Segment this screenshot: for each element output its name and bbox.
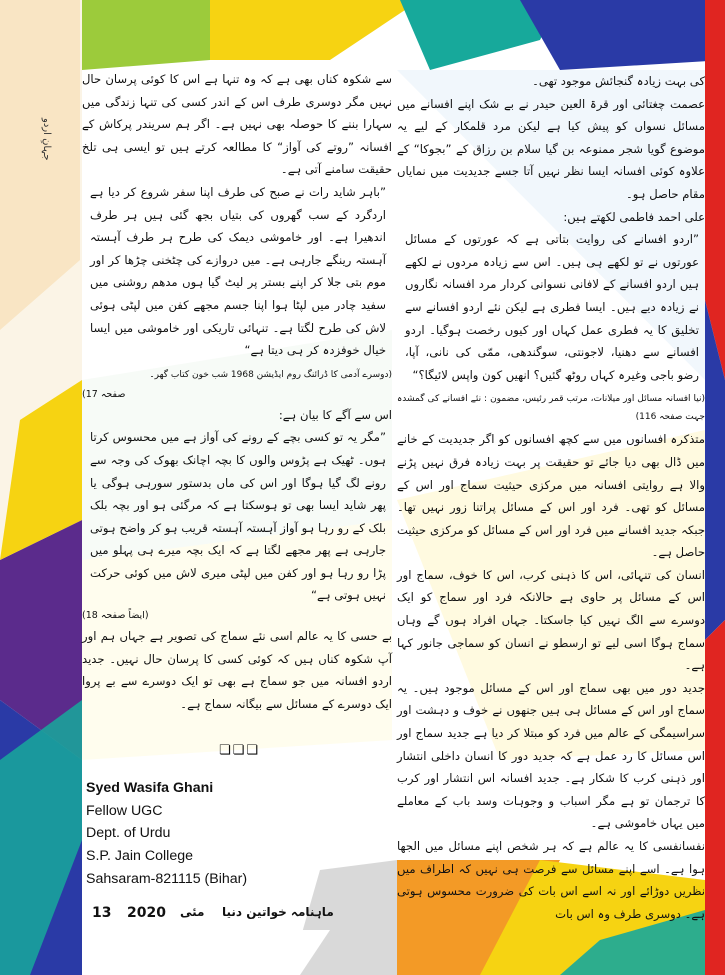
side-label: جہانِ اردو (41, 118, 52, 161)
section-separator: ❏❏❏ (219, 743, 260, 758)
citation: (ایضاً صفحہ 18) (82, 610, 149, 622)
paragraph: بے حسی کا یہ عالم اسی نئے سماج کی تصویر ہے جہاں ہم اور آپ شکوہ کناں ہیں کہ کوئی کسی کا پرسان حال نہیں۔ جدید اردو افسانہ میں جو سماج ہے بھی تو ایک دوسرے سے بے پروا ایک دوسرے کے مسائل سے بیگانہ سماج ہے۔ (82, 629, 392, 711)
citation: (دوسرے آدمی کا ڈرائنگ روم ایڈیشن 1968 شب خون کتاب گھر۔ (149, 369, 392, 380)
paragraph: سے شکوہ کناں بھی ہے کہ وہ تنہا ہے اس کا کوئی پرسان حال نہیں مگر دوسری طرف اس کے اندر کسی کی تنہا زندگی میں سہارا بننے کا حوصلہ بھی نہیں ہے۔ اگر ہم سریندر پرکاش کے افسانہ ”روتے کی آواز“ کا مطالعہ کرتے ہیں تو ایسی ہی تلخ حقیقت سامنے آتی ہے۔ (82, 72, 392, 177)
author-address: Sahsaram-821115 (Bihar) (86, 870, 248, 887)
author-title: Fellow UGC (86, 802, 163, 819)
block-quote: ”مگر یہ تو کسی بچے کے رونے کی آواز ہے میں محسوس کرتا ہوں۔ ٹھیک ہے پڑوس والوں کا بچہ اچانک بھوک کی وجہ سے رونے لگ گیا ہوگا اور اس کی ماں بدستور سورہی ہوگی یا پھر شاید ایسا بھی تو ہوسکتا ہے کہ مرگئی ہو اور بچہ بلک بلک کے رو رہا ہو آواز آہستہ آہستہ قریب ہو کر واضح ہوتی جارہی ہے پھر مجھے لگتا ہے کہ ایک بچہ میرے ہی پہلو میں پڑا رو رہا ہو اور کفن میں لپٹی میری لاش میں کوئی حرکت نہیں ہوتی ہے“ (90, 430, 386, 603)
citation-page: صفحہ 17) (82, 388, 126, 400)
paragraph: کی بہت زیادہ گنجائش موجود تھی۔ (532, 74, 705, 88)
author-department: Dept. of Urdu (86, 825, 171, 842)
block-quote: ”باہر شاید رات نے صبح کی طرف اپنا سفر شروع کر دیا ہے اردگرد کے سب گھروں کی بتیاں بجھ گئی ہیں ہر طرف اندھیرا ہے۔ اور خاموشی دیمک کی طرح ہر طرف آہستہ آہستہ رینگے جارہی ہے۔ میں دروازے کی چٹخنی چڑھا کر اور موم بتی جلا کر اپنے بستر پر لیٹ گیا ہوں مدھم روشنی میں سفید چادر میں لپٹا ہوا اپنا جسم مجھے کفن میں لپٹی ہوئی لاش کی طرح لگتا ہے۔ تنہائی تاریکی اور خاموشی میں ایسا خیال خوفزدہ کر ہی دیتا ہے“ (90, 184, 386, 358)
quote-intro: علی احمد فاطمی لکھتے ہیں: (563, 209, 705, 224)
paragraph: متذکرہ افسانوں میں سے کچھ افسانوں کو اگر جدیدیت کے خانے میں ڈال بھی دیا جائے تو حقیقت پر بہت زیادہ فرق نہیں پڑنے والا ہے روایتی افسانہ میں مرکزی حیثیت سماج اور اس کے مسائل کو تھی۔ فرد اور اس کے مسائل پراتنا زور نہیں تھا۔ جبکہ جدید افسانے میں فرد اور اس کے مسائل کو مرکزی حیثیت حاصل ہے۔ (397, 432, 705, 560)
issue-year: 2020 (127, 905, 166, 921)
issue-month: مئی (180, 905, 205, 919)
author-block (86, 777, 306, 891)
paragraph: عصمت چغتائی اور قرۃ العین حیدر نے بے شک اپنے افسانے میں مسائل نسواں کو پیش کیا ہے لیکن مرد قلمکار کے لیے یہ موضوع گویا شجر ممنوعہ بن گیا سلام بن رزاق کے ”بجوکا“ کے علاوہ کوئی افسانہ ایسا نظر نہیں آتا جسے جدیدیت میں نمایاں مقام حاصل ہو۔ (397, 96, 705, 201)
author-name: Syed Wasifa Ghani (86, 780, 214, 796)
magazine-name: ماہنامہ خواتین دنیا (222, 905, 334, 919)
article-column-right (397, 70, 705, 925)
article-column-left (82, 68, 392, 715)
paragraph: اس سے آگے کا بیان ہے: (278, 407, 392, 422)
page-number: 13 (92, 905, 112, 921)
paragraph: نفسانفسی کا یہ عالم ہے کہ ہر شخص اپنے مسائل میں الجھا ہوا ہے۔ اسے اپنے مسائل سے فرصت ہی نہیں کہ اطراف میں نظریں دوڑائے اور نہ اسے اس بات کی ضرورت محسوس ہوتی ہے۔ دوسری طرف وہ اس بات (397, 839, 705, 921)
author-college: S.P. Jain College (86, 848, 194, 865)
block-quote: ”اردو افسانے کی روایت بتاتی ہے کہ عورتوں کے مسائل عورتوں نے تو لکھے ہی ہیں۔ اس سے زیادہ مردوں نے لکھے ہیں اردو افسانے کے لافانی نسوانی کردار مرد افسانہ نگاروں نے زیادہ دیے ہیں۔ ایسا فطری ہے لیکن نئے اردو افسانے سے تخلیق کا یہ فطری عمل کہاں اور کیوں رخصت ہوگیا۔ اردو افسانے سے دھنیا، لاجونتی، سوگندھی، ممّی کی نانی، آپا، رضو باجی وغیرہ کہاں روٹھ گئیں؟ انھیں کون واپس لائیگا؟“ (405, 232, 699, 382)
citation: (نیا افسانہ مسائل اور میلانات، مرتب قمر رئیس، مضمون : نئے افسانے کی گمشدہ جہت صفحہ 116) (397, 394, 705, 423)
paragraph: جدید دور میں بھی سماج اور اس کے مسائل موجود ہیں۔ یہ سماج اور اس کے مسائل ہی ہیں جنھوں نے خوف و دہشت اور سراسیمگی کے عالم میں فرد کو مبتلا کر دیا ہے جدید سماج اور اس مسائل کا رد عمل ہے کہ جدید دور کا انسان داخلی انتشار اور ذہنی کرب کا شکار ہے۔ جدید افسانہ اس انتشار اور کرب کا ترجمان تو ہے مگر اسباب و وجوہات وسد باب کے معاملے میں یہاں خاموشی ہے۔ (397, 680, 705, 831)
paragraph: انسان کی تنہائی، اس کا ذہنی کرب، اس کا خوف، سماج اور اس کے مسائل پر حاوی ہے حالانکہ فرد اور سماج کو ایک دوسرے سے الگ نہیں کیا جاسکتا۔ جہاں افراد ہوں گے وہاں سماج ہوگا اسی لیے تو ارسطو نے انسان کو سماجی جانور کہا ہے۔ (397, 567, 705, 673)
